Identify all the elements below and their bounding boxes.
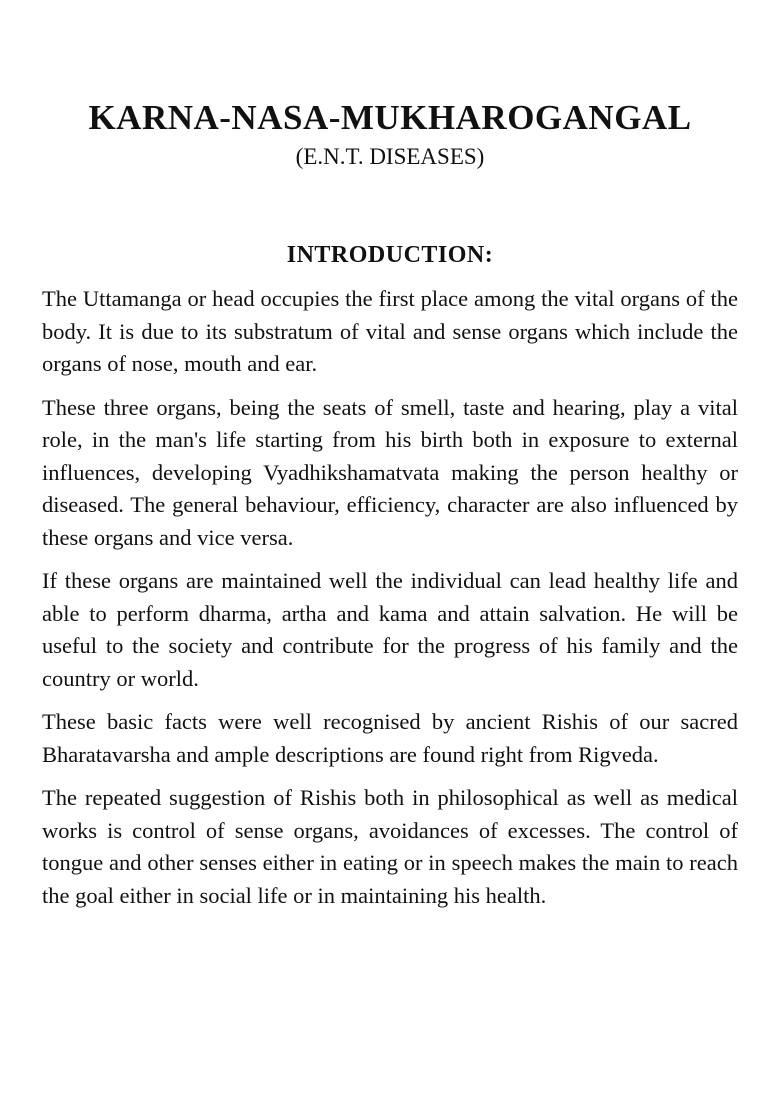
page-subtitle: (E.N.T. DISEASES)	[295, 144, 485, 170]
paragraph-4: These basic facts were well recognised by ancient Rishis of our sacred Bharatavarsha and ample descriptions are found right from Rigveda.	[42, 709, 738, 767]
page-title: KARNA-NASA-MUKHAROGANGAL	[88, 98, 692, 137]
paragraph-5: The repeated suggestion of Rishis both in philosophical as well as medical works is control of sense organs, avoidances of excesses. The control of tongue and other senses either in eating or in speech makes the main to reach the goal either in social life or in maintaining his health.	[42, 785, 738, 908]
paragraph-3: If these organs are maintained well the individual can lead healthy life and able to perform dharma, artha and kama and attain salvation. He will be useful to the society and contribute for the progress of his family and the country or world.	[42, 568, 738, 691]
paragraph-2: These three organs, being the seats of smell, taste and hearing, play a vital role, in the man's life starting from his birth both in exposure to external influences, developing Vyadhikshamatvata making the person healthy or diseased. The general behaviour, efficiency, character are also influenced by these organs and vice versa.	[42, 394, 738, 550]
body-text	[42, 283, 738, 912]
section-heading: INTRODUCTION:	[286, 242, 494, 269]
paragraph-1: The Uttamanga or head occupies the first place among the vital organs of the body. It is due to its substratum of vital and sense organs which include the organs of nose, mouth and ear.	[42, 286, 738, 377]
